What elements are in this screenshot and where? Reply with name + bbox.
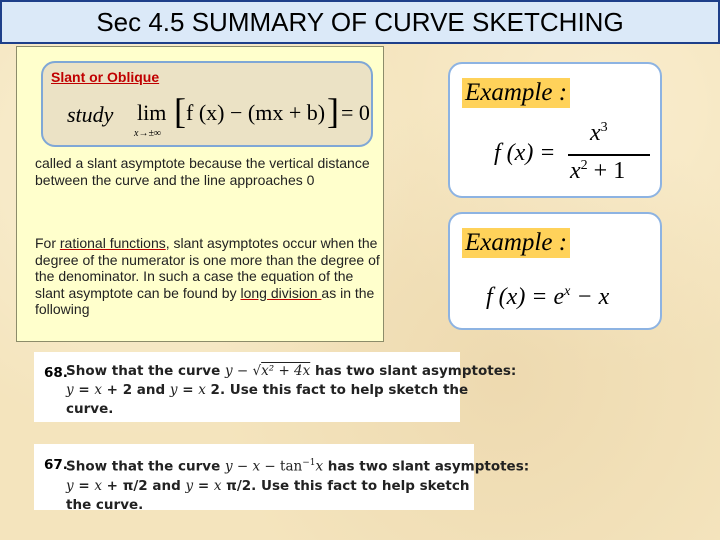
example2-formula bbox=[486, 284, 609, 311]
example-card-1 bbox=[448, 62, 662, 198]
exercise-68 bbox=[34, 352, 517, 422]
example2-lhs: f (x) = e bbox=[486, 284, 565, 310]
math-var: x bbox=[252, 458, 261, 475]
text-run: π/2. Use this fact to help sketch bbox=[221, 477, 470, 494]
math-sup: −1 bbox=[302, 458, 316, 468]
example-label-1: Example : bbox=[462, 78, 570, 108]
text-run: = bbox=[73, 477, 95, 494]
exercise-67-number: 67. bbox=[44, 457, 68, 473]
text-run: = bbox=[73, 382, 95, 398]
slant-asymptote-panel bbox=[16, 46, 384, 342]
text-run: = bbox=[193, 477, 214, 494]
slant-heading: Slant or Oblique bbox=[51, 69, 160, 85]
formula-lim: lim bbox=[137, 100, 167, 125]
slide-title: Sec 4.5 SUMMARY OF CURVE SKETCHING bbox=[0, 0, 720, 44]
exercise-68-line1 bbox=[66, 362, 517, 381]
rational-functions-text bbox=[35, 235, 383, 318]
para2-part1: For bbox=[35, 235, 60, 251]
radicand: x² + 4x bbox=[261, 363, 311, 379]
text-run: has two slant asymptotes: bbox=[323, 458, 530, 475]
rational-functions-link[interactable]: rational functions bbox=[59, 235, 166, 251]
example-label-2: Example : bbox=[462, 228, 570, 258]
text-run: = bbox=[177, 382, 199, 398]
formula-right-bracket: ] bbox=[327, 91, 339, 131]
exercise-68-number: 68. bbox=[44, 365, 68, 381]
example2-exponent: x bbox=[564, 284, 571, 299]
formula-equals: = 0 bbox=[341, 100, 370, 125]
example1-formula bbox=[494, 120, 654, 190]
math-op: − bbox=[232, 458, 253, 475]
text-run: has two slant asymptotes: bbox=[310, 363, 517, 379]
exercise-68-text bbox=[66, 362, 517, 419]
fraction-bar bbox=[568, 154, 650, 156]
math-var: y bbox=[224, 363, 233, 379]
exercise-68-line3: curve. bbox=[66, 401, 114, 417]
math-var: x bbox=[213, 477, 222, 494]
math-var: y bbox=[66, 382, 74, 398]
formula-left-bracket: [ bbox=[174, 91, 186, 131]
numerator-exponent: 3 bbox=[600, 120, 608, 135]
example1-denominator bbox=[570, 158, 625, 185]
slant-definition-text: called a slant asymptote because the vertical distance between the curve and the line approaches 0 bbox=[35, 155, 370, 188]
math-var: y bbox=[169, 382, 178, 398]
exercise-67-line3: the curve. bbox=[66, 496, 144, 513]
exercise-68-line2 bbox=[66, 381, 469, 400]
math-var: y bbox=[185, 477, 194, 494]
formula-expression: f (x) − (mx + b) bbox=[186, 100, 326, 125]
limit-formula bbox=[67, 91, 370, 146]
exercise-67-line1 bbox=[66, 454, 530, 477]
math-op: − bbox=[232, 363, 253, 379]
long-division-link[interactable]: long division bbox=[240, 284, 322, 301]
exercise-67-text bbox=[66, 454, 530, 515]
formula-study: study bbox=[67, 102, 114, 127]
text-run: + 2 and bbox=[101, 382, 170, 398]
exercise-67 bbox=[34, 444, 530, 513]
para2-part2: , slant asymptotes occur when the degree of the numerator is one more than the degree of the denominator. In such a case the equation of the slant asymptote can be found by bbox=[35, 235, 380, 301]
limit-definition-box bbox=[41, 61, 373, 147]
denominator-exponent: 2 bbox=[580, 158, 588, 173]
text-run: 2. Use this fact to help sketch the bbox=[205, 382, 469, 398]
math-var: x bbox=[94, 382, 102, 398]
sqrt-sign: √ bbox=[252, 363, 262, 379]
example1-numerator bbox=[590, 120, 608, 147]
text-run: Show that the curve bbox=[66, 363, 225, 379]
example1-lhs: f (x) = bbox=[494, 140, 556, 166]
denominator-base: x bbox=[570, 158, 581, 184]
math-var: y bbox=[66, 477, 74, 494]
text-run: Show that the curve bbox=[66, 458, 225, 475]
math-var: x bbox=[94, 477, 102, 494]
math-var: x bbox=[198, 382, 206, 398]
example2-rest: − x bbox=[570, 284, 610, 310]
math-var: x bbox=[315, 458, 324, 475]
formula-limit-sub: x→±∞ bbox=[134, 128, 162, 139]
exercise-67-line2 bbox=[66, 477, 470, 496]
numerator-base: x bbox=[590, 120, 601, 146]
text-run: + π/2 and bbox=[101, 477, 186, 494]
para2-part3: as in the following bbox=[35, 284, 375, 317]
example-card-2 bbox=[448, 212, 662, 330]
math-var: y bbox=[224, 458, 233, 475]
denominator-rest: + 1 bbox=[587, 158, 626, 184]
math-op: − tan bbox=[260, 458, 303, 475]
